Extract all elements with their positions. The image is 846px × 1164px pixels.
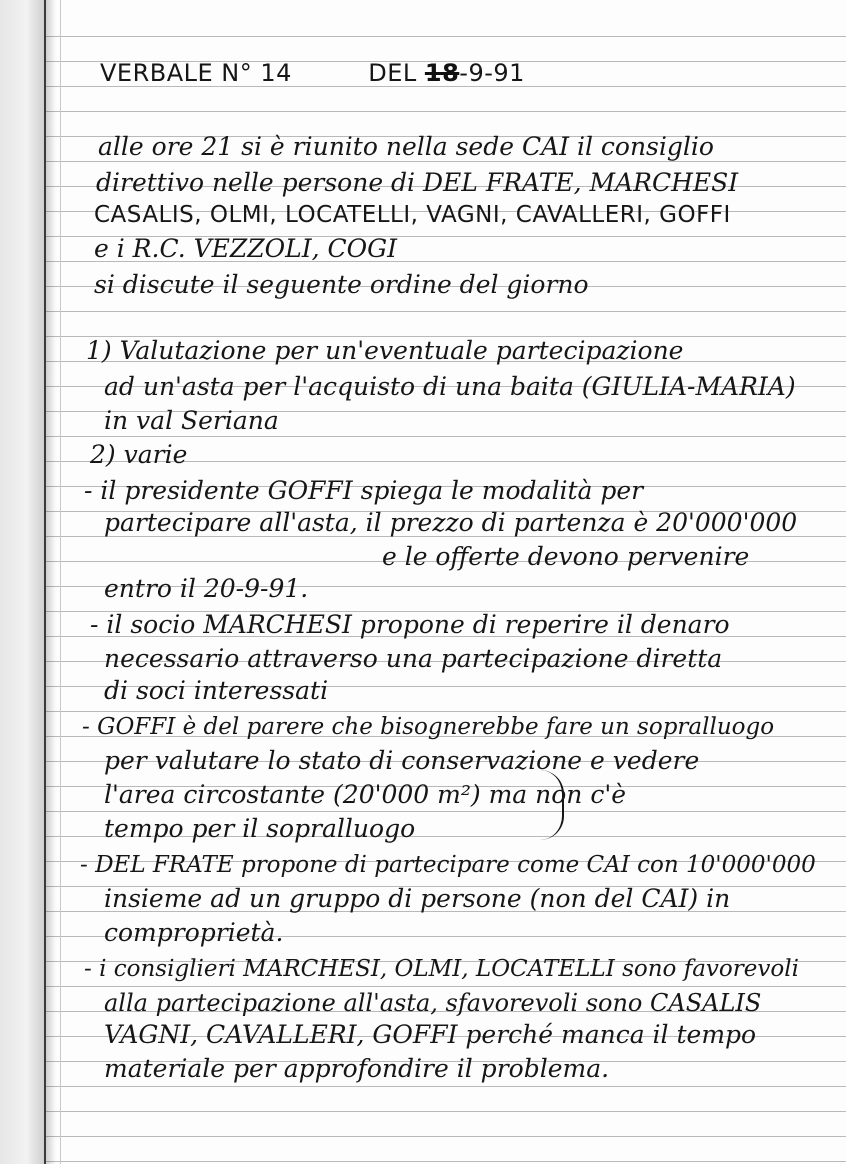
notebook-binding [0,0,46,1164]
text-line-15: necessario attraverso una partecipazione diretta [104,644,723,673]
agenda-item-1-end: in val Seriana [104,406,279,435]
date-prefix: DEL [368,59,417,87]
agenda-item-1: 1) Valutazione per un'eventuale partecipazione [86,336,684,365]
agenda-item-1-cont: ad un'asta per l'acquisto di una baita (GIULIA-MARIA) [104,372,796,401]
text-line-22: insieme ad un gruppo di persone (non del CAI) in [104,884,731,913]
text-line-1: alle ore 21 si è riunito nella sede CAI il consiglio [98,132,714,161]
text-line-20: tempo per il sopralluogo [104,814,416,843]
closing-brace [540,770,564,840]
text-line-3: CASALIS, OLMI, LOCATELLI, VAGNI, CAVALLERI, GOFFI [94,202,731,228]
text-line-18: per valutare lo stato di conservazione e vedere [104,746,700,775]
text-line-2: direttivo nelle persone di DEL FRATE, MARCHESI [96,168,739,197]
text-line-21: - DEL FRATE propone di partecipare come CAI con 10'000'000 [80,852,816,878]
text-line-16: di soci interessati [104,676,329,705]
text-line-17: - GOFFI è del parere che bisognerebbe fare un sopralluogo [82,714,775,740]
text-line-5: si discute il seguente ordine del giorno [94,270,589,299]
text-line-27: materiale per approfondire il problema. [104,1054,610,1083]
binding-shadow [46,0,56,1164]
text-line-23: comproprietà. [104,918,284,947]
date-struck-day: 18 [424,59,460,87]
text-line-25: alla partecipazione all'asta, sfavorevoli sono CASALIS [104,989,762,1017]
text-line-19: l'area circostante (20'000 m²) ma non c'è [104,780,626,809]
minutes-title: VERBALE N° 14 [100,59,292,87]
text-line-13: entro il 20-9-91. [104,574,309,603]
minutes-header [100,58,525,88]
text-line-12 [104,542,749,572]
text-line-14: - il socio MARCHESI propone di reperire il denaro [90,610,730,639]
margin-rule [60,0,61,1164]
text-line-10: - il presidente GOFFI spiega le modalità per [84,476,644,505]
text-line-11: partecipare all'asta, il prezzo di partenza è 20'000'000 [104,508,798,537]
text-line-12-body: e le offerte devono pervenire [381,542,750,571]
text-line-24: - i consiglieri MARCHESI, OLMI, LOCATELLI sono favorevoli [84,956,799,982]
text-line-4: e i R.C. VEZZOLI, COGI [94,234,397,263]
agenda-item-2: 2) varie [90,440,188,469]
date-rest: -9-91 [459,59,525,87]
text-line-26: VAGNI, CAVALLERI, GOFFI perché manca il tempo [104,1020,757,1049]
